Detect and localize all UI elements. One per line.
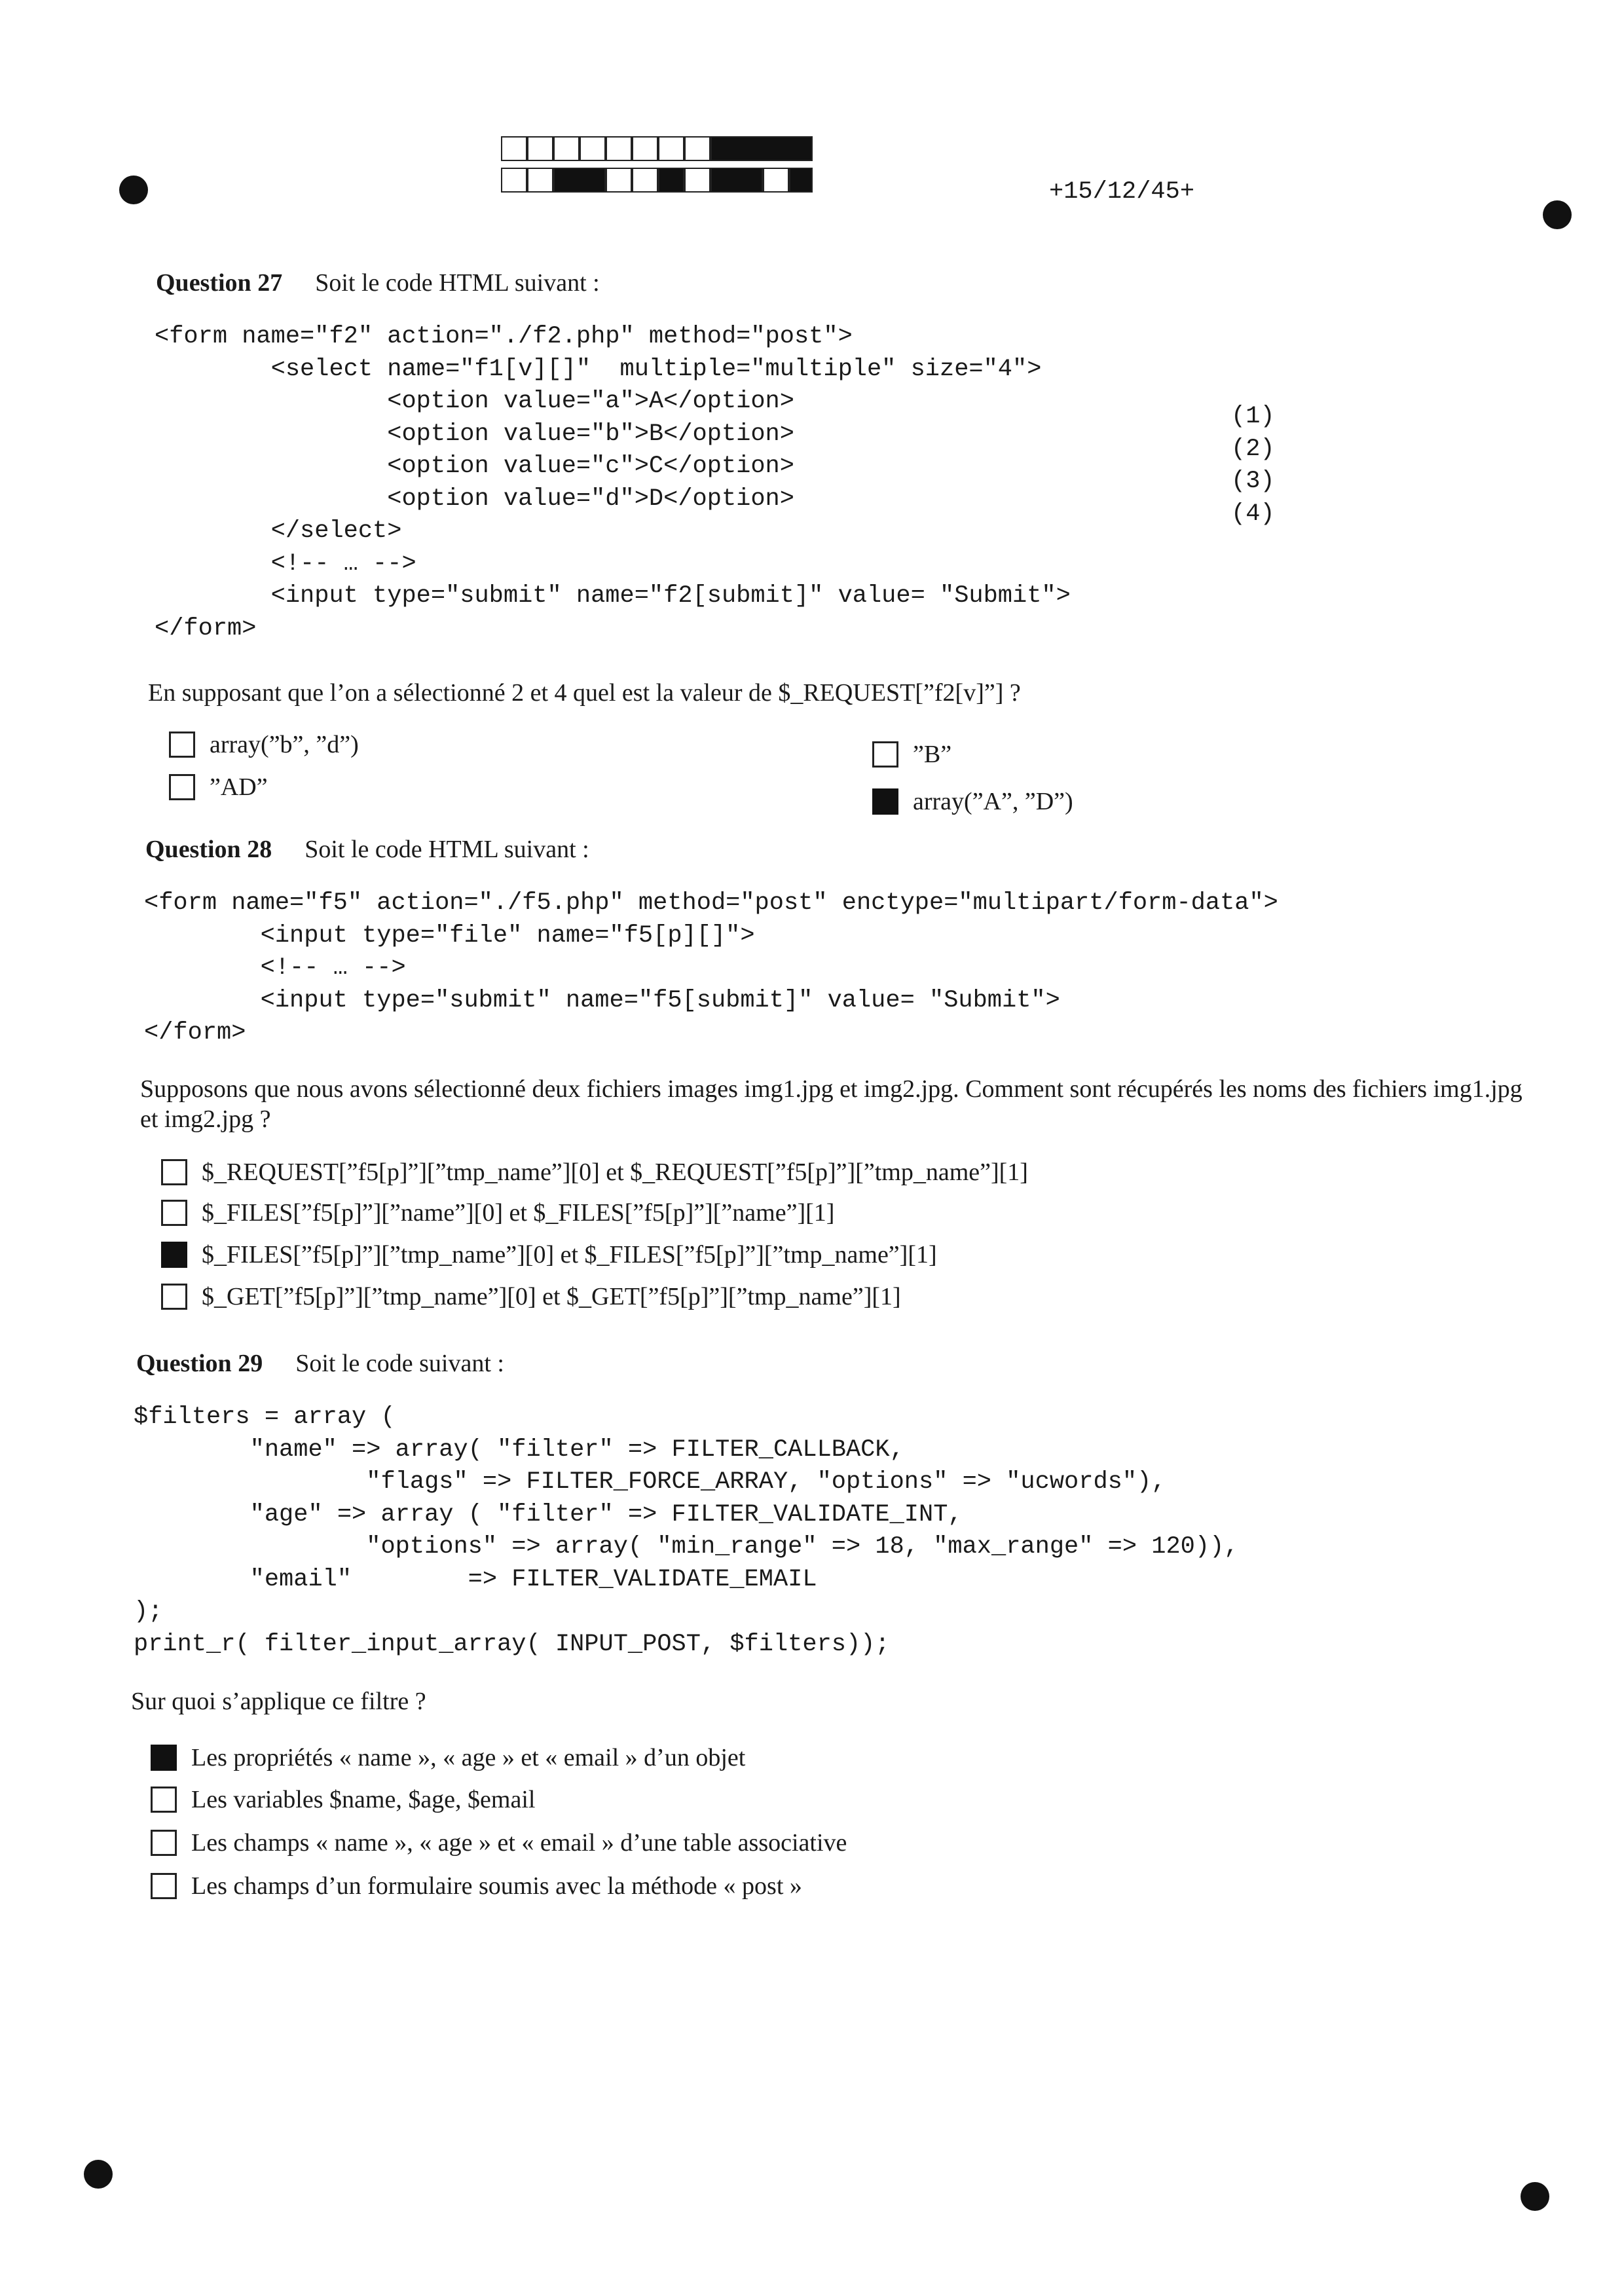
question-29-title <box>136 1349 504 1378</box>
answer-checkbox[interactable] <box>161 1242 187 1268</box>
choice-label: Les propriétés « name », « age » et « email » d’un objet <box>191 1744 746 1771</box>
question-29-choice-2[interactable] <box>151 1785 535 1814</box>
question-28-choice-4[interactable] <box>161 1282 901 1311</box>
answer-checkbox[interactable] <box>169 774 195 800</box>
line-number: (3) <box>1231 468 1275 495</box>
line-number: (2) <box>1231 435 1275 463</box>
answer-checkbox[interactable] <box>169 731 195 758</box>
question-28-code: <form name="f5" action="./f5.php" method="post" enctype="multipart/form-data"> <input type="file" name="f5[p][]"> <!-- … --> <input type="submit" name="f5[submit]" value= "Submit"> </form> <box>144 889 1278 1046</box>
choice-label: Les champs d’un formulaire soumis avec la méthode « post » <box>191 1872 802 1900</box>
question-28-label: Question 28 <box>145 836 272 863</box>
question-27-choice-4[interactable] <box>872 787 1073 816</box>
answer-checkbox[interactable] <box>151 1830 177 1856</box>
question-29-code: $filters = array ( "name" => array( "filter" => FILTER_CALLBACK, "flags" => FILTER_FORCE_ARRAY, "options" => "ucwords"), "age" => array ( "filter" => FILTER_VALIDATE_INT, "options" => array( "min_range" => 18, "max_range" => 120)), "email" => FILTER_VALIDATE_EMAIL ); print_r( filter_input_array( INPUT_POST, $filters)); <box>134 1403 1239 1658</box>
question-27-label: Question 27 <box>156 269 283 297</box>
page-identifier: +15/12/45+ <box>1049 178 1195 206</box>
question-28-choice-1[interactable] <box>161 1158 1028 1187</box>
registration-mark-top-left <box>119 176 148 204</box>
choice-label: $_GET[”f5[p]”][”tmp_name”][0] et $_GET[”f5[p]”][”tmp_name”][1] <box>202 1283 901 1310</box>
choice-label: $_REQUEST[”f5[p]”][”tmp_name”][0] et $_REQUEST[”f5[p]”][”tmp_name”][1] <box>202 1158 1028 1186</box>
question-27-prompt: En supposant que l’on a sélectionné 2 et 4 quel est la valeur de $_REQUEST[”f2[v]”] ? <box>148 679 1021 707</box>
choice-label: ”B” <box>913 741 952 768</box>
question-29-choice-4[interactable] <box>151 1872 802 1900</box>
choice-label: Les variables $name, $age, $email <box>191 1786 536 1813</box>
question-27-choice-2[interactable] <box>169 773 268 802</box>
choice-label: $_FILES[”f5[p]”][”name”][0] et $_FILES[”f5[p]”][”name”][1] <box>202 1199 835 1227</box>
answer-checkbox[interactable] <box>872 741 898 768</box>
line-number: (1) <box>1231 403 1275 430</box>
answer-checkbox[interactable] <box>151 1873 177 1899</box>
line-number: (4) <box>1231 500 1275 528</box>
question-29-label: Question 29 <box>136 1350 263 1377</box>
question-27-choice-1[interactable] <box>169 730 359 759</box>
question-29-prompt: Sur quoi s’applique ce filtre ? <box>131 1688 426 1715</box>
answer-checkbox[interactable] <box>161 1200 187 1226</box>
answer-checkbox[interactable] <box>161 1159 187 1185</box>
choice-label: $_FILES[”f5[p]”][”tmp_name”][0] et $_FILES[”f5[p]”][”tmp_name”][1] <box>202 1241 937 1268</box>
question-27-intro: Soit le code HTML suivant : <box>315 269 600 297</box>
choice-label: array(”A”, ”D”) <box>913 788 1073 815</box>
registration-mark-top-right <box>1543 200 1572 229</box>
registration-mark-bottom-right <box>1521 2182 1549 2211</box>
question-29-intro: Soit le code suivant : <box>295 1350 504 1377</box>
registration-mark-bottom-left <box>84 2160 113 2189</box>
question-29-choice-1[interactable] <box>151 1743 745 1772</box>
question-27-line-numbers <box>1231 401 1275 530</box>
question-27-title <box>156 268 600 297</box>
question-28-intro: Soit le code HTML suivant : <box>304 836 589 863</box>
answer-checkbox[interactable] <box>161 1284 187 1310</box>
question-27-code: <form name="f2" action="./f2.php" method="post"> <select name="f1[v][]" multiple="multiple" size="4"> <option value="a">A</option> <option value="b">B</option> <option value="c">C</option> <option value="d">D</option> </select> <!-- … --> <input type="submit" name="f2[submit]" value= "Submit"> </form> <box>155 323 1071 642</box>
barcode-row-top <box>501 136 813 161</box>
choice-label: Les champs « name », « age » et « email » d’une table associative <box>191 1829 847 1857</box>
answer-checkbox[interactable] <box>151 1787 177 1813</box>
question-29-choice-3[interactable] <box>151 1828 847 1857</box>
choice-label: array(”b”, ”d”) <box>210 731 359 758</box>
question-28-prompt: Supposons que nous avons sélectionné deux fichiers images img1.jpg et img2.jpg. Comment sont récupérés les noms des fichiers img1.jpg et img2.jpg ? <box>140 1075 1522 1133</box>
question-28-choice-3[interactable] <box>161 1240 937 1269</box>
question-28-title <box>145 835 589 864</box>
question-27-choice-3[interactable] <box>872 740 951 769</box>
question-28-choice-2[interactable] <box>161 1198 834 1227</box>
choice-label: ”AD” <box>210 773 268 801</box>
answer-checkbox[interactable] <box>872 788 898 815</box>
barcode-row-bottom <box>501 168 813 193</box>
answer-checkbox[interactable] <box>151 1745 177 1771</box>
